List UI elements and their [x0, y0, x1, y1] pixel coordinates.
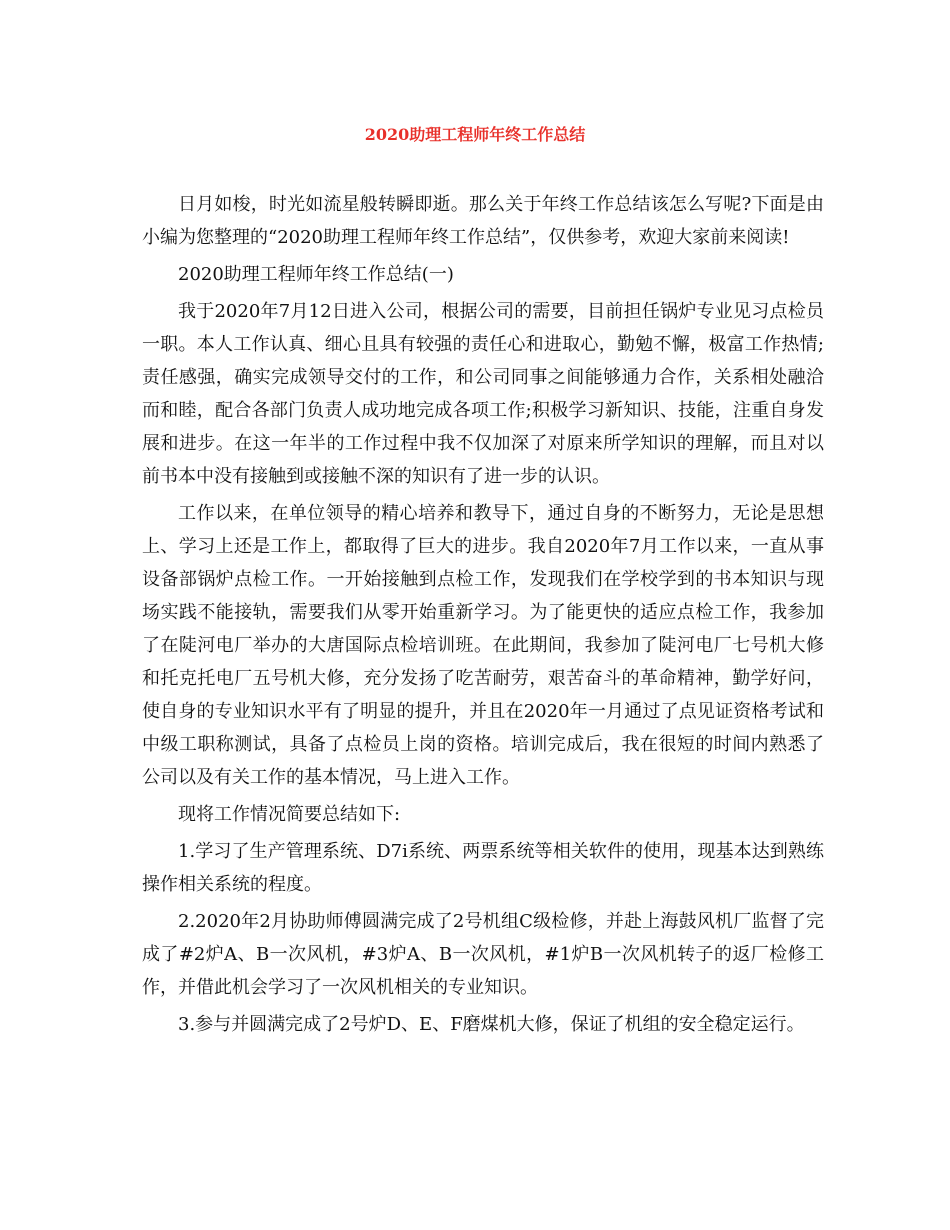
- paragraph-intro: 日月如梭，时光如流星般转瞬即逝。那么关于年终工作总结该怎么写呢?下面是由小编为您整理的“2020助理工程师年终工作总结”，仅供参考，欢迎大家前来阅读!: [142, 194, 824, 248]
- document-title: 2020助理工程师年终工作总结: [364, 125, 586, 144]
- list-item: 3.参与并圆满完成了2号炉D、E、F磨煤机大修，保证了机组的安全稳定运行。: [178, 1014, 805, 1035]
- paragraph: 我于2020年7月12日进入公司，根据公司的需要，目前担任锅炉专业见习点检员一职。本人工作认真、细心且具有较强的责任心和进取心，勤勉不懈，极富工作热情;责任感强，确实完成领导交付的工作，和公司同事之间能够通力合作，关系相处融洽而和睦，配合各部门负责人成功地完成各项工作;积极学习新知识、技能，注重自身发展和进步。在这一年半的工作过程中我不仅加深了对原来所学知识的理解，而且对以前书本中没有接触到或接触不深的知识有了进一步的认识。: [142, 301, 824, 487]
- document-body: [142, 188, 824, 1045]
- paragraph: 现将工作情况简要总结如下:: [178, 804, 401, 825]
- list-item: 2.2020年2月协助师傅圆满完成了2号机组C级检修，并赴上海鼓风机厂监督了完成了#2炉A、B一次风机，#3炉A、B一次风机，#1炉B一次风机转子的返厂检修工作，并借此机会学习了一次风机相关的专业知识。: [142, 911, 824, 998]
- paragraph: 工作以来，在单位领导的精心培养和教导下，通过自身的不断努力，无论是思想上、学习上还是工作上，都取得了巨大的进步。我自2020年7月工作以来，一直从事设备部锅炉点检工作。一开始接触到点检工作，发现我们在学校学到的书本知识与现场实践不能接轨，需要我们从零开始重新学习。为了能更快的适应点检工作，我参加了在陡河电厂举办的大唐国际点检培训班。在此期间，我参加了陡河电厂七号机大修和托克托电厂五号机大修，充分发扬了吃苦耐劳，艰苦奋斗的革命精神，勤学好问，使自身的专业知识水平有了明显的提升，并且在2020年一月通过了点见证资格考试和中级工职称测试，具备了点检员上岗的资格。培训完成后，我在很短的时间内熟悉了公司以及有关工作的基本情况，马上进入工作。: [142, 503, 824, 788]
- section-heading: 2020助理工程师年终工作总结(一): [178, 264, 454, 285]
- list-item: 1.学习了生产管理系统、D7i系统、两票系统等相关软件的使用，现基本达到熟练操作相关系统的程度。: [142, 841, 824, 895]
